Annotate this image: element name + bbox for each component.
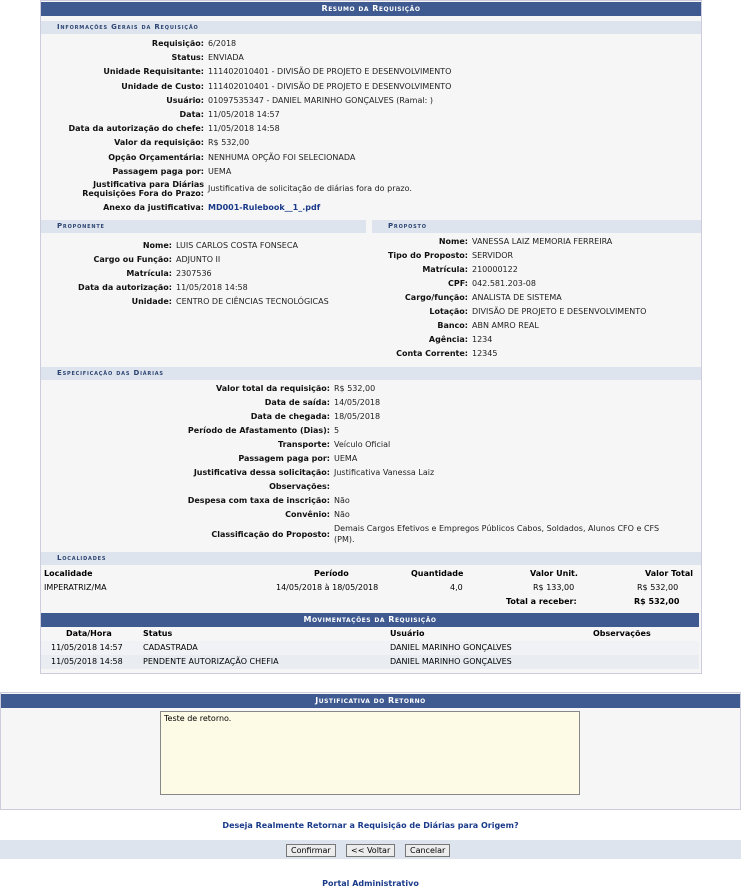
mov-status-cell: PENDENTE AUTORIZAÇÃO CHEFIA [143,657,279,666]
field-value: R$ 532,00 [334,384,376,393]
total-value: R$ 532,00 [634,597,680,606]
mov-usuario-cell: DANIEL MARINHO GONÇALVES [390,643,512,652]
field-label: Transporte: [278,440,330,449]
proposto-title: Proposto [372,220,701,233]
portal-administrativo-link[interactable]: Portal Administrativo [322,879,419,888]
field-value: VANESSA LAIZ MEMORIA FERREIRA [472,237,613,246]
col-usuario: Usuário [390,629,425,638]
justificativa-value: Justificativa de solicitação de diárias fora do prazo. [208,184,412,193]
classificacao-line-1: Demais Cargos Efetivos e Empregos Públicos Cabos, Soldados, Alunos CFO e CFS [334,524,660,533]
field-label: Data da autorização: [78,283,172,292]
field-value: ANALISTA DE SISTEMA [472,293,562,302]
field-value: UEMA [208,166,232,176]
field-label: Cargo ou Função: [93,255,172,264]
confirm-question: Deseja Realmente Retornar a Requisição de Diárias para Origem? [222,821,519,830]
mov-data-cell: 11/05/2018 14:57 [51,643,123,652]
field-label: Opção Orçamentária: [108,152,204,162]
field-value: 11/05/2018 14:58 [208,124,280,134]
field-label: Observações: [269,482,330,491]
field-value: CENTRO DE CIÊNCIAS TECNOLÓGICAS [176,297,329,306]
col-valor-total: Valor Total [645,569,693,578]
field-value: Não [334,496,350,505]
field-label: Data: [179,110,204,119]
confirmar-button[interactable]: Confirmar [286,844,336,857]
total-label: Total a receber: [506,597,577,606]
field-label: Matrícula: [126,269,172,278]
field-value: DIVISÃO DE PROJETO E DESENVOLVIMENTO [472,307,647,316]
col-quantidade: Quantidade [411,569,464,578]
mov-data-cell: 11/05/2018 14:58 [51,657,123,666]
field-value: UEMA [334,454,358,463]
col-observacoes: Observações [593,629,651,638]
field-label: Agência: [428,335,468,344]
anexo-link[interactable]: MD001-Rulebook__1_.pdf [208,203,321,212]
field-label: Unidade de Custo: [121,81,204,91]
field-value: Veículo Oficial [334,440,391,449]
classificacao-label: Classificação do Proposto: [211,530,330,539]
field-label: Banco: [437,321,468,330]
field-label: Status: [171,53,204,63]
localidades-title: Localidades [41,552,701,565]
valor-total-cell: R$ 532,00 [637,583,679,592]
col-valor-unit: Valor Unit. [530,569,578,578]
field-label: Justificativa dessa solicitação: [193,468,330,477]
field-value: 111402010401 - DIVISÃO DE PROJETO E DESENVOLVIMENTO [208,81,452,91]
mov-status-cell: CADASTRADA [143,643,198,652]
field-label: Conta Corrente: [396,349,468,358]
retorno-title: Justificativa do Retorno [1,694,740,708]
col-localidade: Localidade [44,569,93,578]
field-label: Tipo do Proposto: [387,251,468,260]
anexo-label: Anexo da justificativa: [103,203,204,212]
col-status: Status [143,629,173,638]
field-value: 210000122 [472,265,518,274]
justificativa-textarea[interactable] [160,711,580,795]
field-label: Data de chegada: [250,412,330,421]
field-value: ABN AMRO REAL [472,321,539,330]
movimentacoes-title: Movimentações da Requisição [41,613,699,627]
field-value: 11/05/2018 14:57 [208,110,280,119]
field-value: NENHUMA OPÇÃO FOI SELECIONADA [208,152,356,162]
field-label: Matrícula: [422,265,468,274]
quantidade-cell: 4,0 [450,583,463,592]
field-label: Passagem paga por: [112,166,204,176]
field-label: Requisição: [151,39,204,48]
field-label: Despesa com taxa de inscrição: [187,496,330,505]
field-label: Nome: [438,237,468,246]
table-row [41,641,699,655]
col-periodo: Período [314,569,349,578]
field-label: Convênio: [285,510,330,519]
cancelar-button[interactable]: Cancelar [405,844,450,857]
field-label: Valor da requisição: [114,138,204,148]
justificativa-label-2: Requisições Fora do Prazo: [82,189,204,198]
field-value: 111402010401 - DIVISÃO DE PROJETO E DESENVOLVIMENTO [208,67,452,77]
valor-unit-cell: R$ 133,00 [533,583,575,592]
field-value: R$ 532,00 [208,138,250,148]
field-label: Data de saída: [264,398,330,407]
field-value: 11/05/2018 14:58 [176,283,248,292]
field-value: ENVIADA [208,53,244,63]
voltar-button[interactable]: << Voltar [346,844,395,857]
justificativa-label-1: Justificativa para Diárias [93,180,204,189]
table-row [41,655,699,669]
resumo-title: Resumo da Requisição [41,2,701,16]
field-label: Unidade: [131,297,172,306]
mov-usuario-cell: DANIEL MARINHO GONÇALVES [390,657,512,666]
field-value: LUIS CARLOS COSTA FONSECA [176,241,298,250]
field-value: 5 [334,426,340,435]
field-label: Usuário: [166,95,204,105]
field-value: Não [334,510,350,519]
field-value: 01097535347 - DANIEL MARINHO GONÇALVES (Ramal: ) [208,95,433,105]
classificacao-line-2: (PM). [334,535,355,544]
proponente-title: Proponente [41,220,366,233]
field-value: 6/2018 [208,39,237,48]
localidade-cell: IMPERATRIZ/MA [44,583,107,592]
field-label: Nome: [142,241,172,250]
field-label: Passagem paga por: [238,454,330,463]
field-value: 18/05/2018 [334,412,381,421]
field-label: CPF: [448,279,468,288]
field-value: ADJUNTO II [176,255,221,264]
field-value: 2307536 [176,269,212,278]
field-value: 14/05/2018 [334,398,381,407]
field-label: Valor total da requisição: [216,384,330,393]
field-value: 12345 [472,349,498,358]
field-label: Data da autorização do chefe: [68,124,204,134]
field-value: Justificativa Vanessa Laiz [334,468,435,477]
field-label: Período de Afastamento (Dias): [187,426,330,435]
periodo-cell: 14/05/2018 à 18/05/2018 [276,583,379,592]
field-label: Cargo/função: [404,293,468,302]
especificacao-title: Especificação das Diárias [41,367,701,380]
field-value: 042.581.203-08 [472,279,536,288]
field-value: 1234 [472,335,493,344]
field-value: SERVIDOR [472,251,514,260]
col-data-hora: Data/Hora [66,629,112,638]
field-label: Lotação: [429,307,468,316]
field-label: Unidade Requisitante: [103,67,204,77]
info-section-title: Informações Gerais da Requisição [41,21,701,34]
